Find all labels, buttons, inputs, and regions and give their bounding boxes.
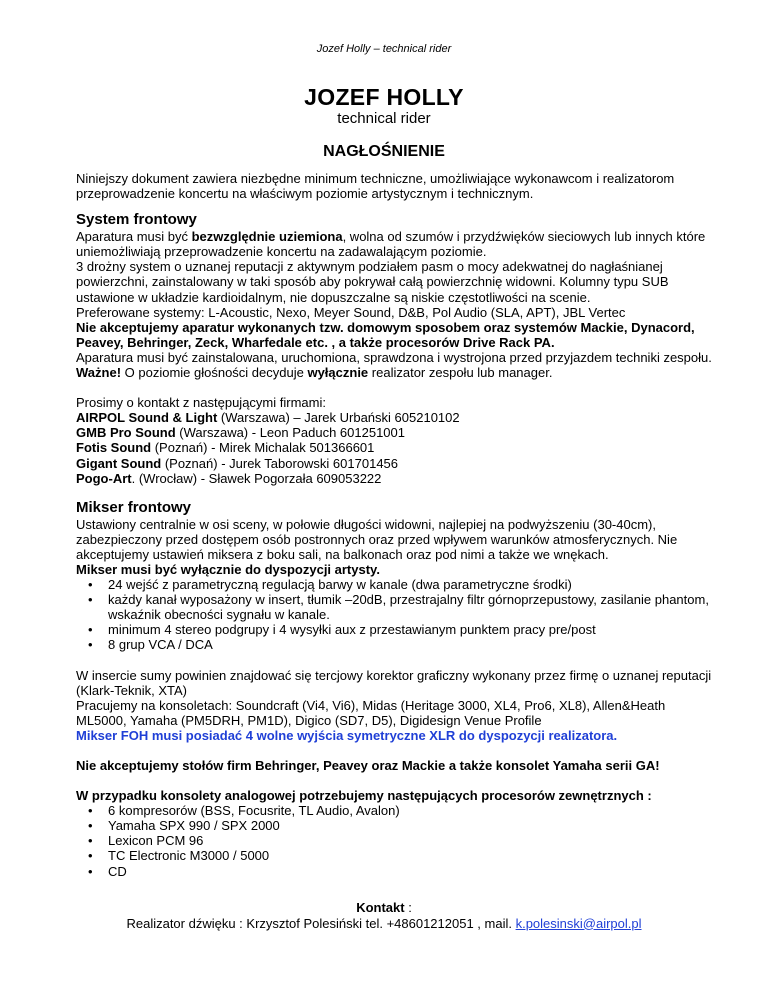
mixer-analog-paragraph: W przypadku konsolety analogowej potrzebujemy następujących procesorów zewnętrznych : xyxy=(76,788,652,804)
mixer-placement-paragraph: Ustawiony centralnie w osi sceny, w połowie długości widowni, najlepiej na podwyższeniu (30-40cm), zabezpieczony przed dostępem osób postronnych oraz przed wpływem warunków atmosferycznych. Nie akceptujemy ustawień miksera z boku sali, na balkonach oraz pod nimi a także we wnękach. xyxy=(76,516,678,562)
bullet-icon: • xyxy=(88,863,93,879)
list-item: • Yamaha SPX 990 / SPX 2000 xyxy=(88,818,280,834)
system-not-accepted-paragraph: Nie akceptujemy aparatur wykonanych tzw. domowym sposobem oraz systemów Mackie, Dynacord, Peavey, Behringer, Zeck, Wharfedale etc. , a także procesorów Drive Rack PA. xyxy=(76,319,695,350)
page-header: Jozef Holly – technical rider xyxy=(316,43,452,55)
list-item: • 8 grup VCA / DCA xyxy=(88,637,213,653)
mixer-not-accepted-paragraph: Nie akceptujemy stołów firm Behringer, Peavey oraz Mackie a także konsolet Yamaha serii GA! xyxy=(76,758,660,773)
list-item: • każdy kanał wyposażony w insert, tłumik –20dB, przestrajalny filtr górnoprzepustowy, zasilanie phantom, wskaźnik obecności sygnału w kanale. xyxy=(88,592,709,623)
contact-footer xyxy=(0,900,768,931)
document-body xyxy=(76,171,716,879)
bullet-icon: • xyxy=(88,848,93,864)
document-subtitle: technical rider xyxy=(337,110,431,127)
bullet-icon: • xyxy=(88,577,93,593)
bullet-icon: • xyxy=(88,622,93,638)
intro-paragraph: Niniejszy dokument zawiera niezbędne minimum techniczne, umożliwiające wykonawcom i realizatorom przeprowadzenie koncertu na właściwym poziomie artystycznym i technicznym. xyxy=(76,171,675,202)
system-install-paragraph: Aparatura musi być zainstalowana, uruchomiona, sprawdzona i wystrojona przed przyjazdem techniki zespołu. xyxy=(76,349,712,365)
list-item: • CD xyxy=(88,863,127,879)
contact-item: Pogo-Art. (Wrocław) - Sławek Pogorzała 609053222 xyxy=(76,470,382,486)
list-item: • Lexicon PCM 96 xyxy=(88,833,204,849)
contacts-intro: Prosimy o kontakt z następującymi firmami: xyxy=(76,395,326,411)
system-section xyxy=(76,211,716,380)
mixer-consoles-paragraph: Pracujemy na konsoletach: Soundcraft (Vi4, Vi6), Midas (Heritage 3000, XL4, Pro6, XL8), Allen&Heath ML5000, Yamaha (PM5DRH, PM1D), Digico (SD7, D5), Digidesign Venue Profile xyxy=(76,697,666,728)
contact-item: Gigant Sound (Poznań) - Jurek Taborowski 601701456 xyxy=(76,455,399,471)
mixer-requirements-list xyxy=(76,577,716,652)
bullet-icon: • xyxy=(88,637,93,653)
bullet-icon: • xyxy=(88,833,93,849)
list-item: • minimum 4 stereo podgrupy i 4 wysyłki aux z przestawianym punktem pracy pre/post xyxy=(88,622,596,638)
system-important-paragraph: Ważne! O poziomie głośności decyduje wyłącznie realizator zespołu lub manager. xyxy=(76,365,553,381)
mixer-section xyxy=(76,499,716,879)
processors-list xyxy=(76,803,716,878)
bullet-icon: • xyxy=(88,803,93,819)
mixer-exclusive-paragraph: Mikser musi być wyłącznie do dyspozycji artysty. xyxy=(76,561,380,577)
contact-details-line: Realizator dźwięku : Krzysztof Polesiński tel. +48601212051 , mail. k.polesinski@airpol.pl xyxy=(126,915,642,931)
system-grounding-paragraph: Aparatura musi być bezwzględnie uziemiona, wolna od szumów i przydźwięków sieciowych lub innych które uniemożliwiają przeprowadzenie koncertu na zadawalającym poziomie. xyxy=(76,229,706,260)
contacts-section xyxy=(76,395,716,486)
bullet-icon: • xyxy=(88,592,93,608)
contact-label-line: Kontakt : xyxy=(356,900,412,915)
mixer-eq-paragraph: W insercie sumy powinien znajdować się tercjowy korektor graficzny wykonany przez firmę o uznanej reputacji (Klark-Teknik, XTA) xyxy=(76,667,712,698)
bullet-icon: • xyxy=(88,818,93,834)
list-item: • TC Electronic M3000 / 5000 xyxy=(88,848,270,864)
document-title: JOZEF HOLLY xyxy=(304,84,464,110)
system-preferred-paragraph: Preferowane systemy: L-Acoustic, Nexo, Meyer Sound, D&B, Pol Audio (SLA, APT), JBL Vertec xyxy=(76,304,626,320)
contact-item: AIRPOL Sound & Light (Warszawa) – Jarek Urbański 605210102 xyxy=(76,410,460,426)
contact-item: Fotis Sound (Poznań) - Mirek Michalak 501366601 xyxy=(76,440,375,456)
list-item: • 6 kompresorów (BSS, Focusrite, TL Audio, Avalon) xyxy=(88,803,400,819)
section-title: NAGŁOŚNIENIE xyxy=(323,143,445,160)
contact-item: GMB Pro Sound (Warszawa) - Leon Paduch 601251001 xyxy=(76,425,405,441)
system-description-paragraph: 3 drożny system o uznanej reputacji z aktywnym podziałem pasm o mocy adekwatnej do nagłaśnianej powierzchni, zainstalowany w taki sposób aby pokrywał całą powierzchnię widowni. Kolumny typu SUB ustawione w układzie kardioidalnym, nie dopuszczalne są niskie częstotliwości na scenie. xyxy=(76,259,669,305)
mixer-outputs-paragraph: Mikser FOH musi posiadać 4 wolne wyjścia symetryczne XLR do dyspozycji realizatora. xyxy=(76,727,618,743)
list-item: • 24 wejść z parametryczną regulacją barwy w kanale (dwa parametryczne środki) xyxy=(88,577,572,593)
email-link[interactable]: k.polesinski@airpol.pl xyxy=(515,915,642,931)
system-heading: System frontowy xyxy=(76,211,197,229)
mixer-heading: Mikser frontowy xyxy=(76,498,192,516)
